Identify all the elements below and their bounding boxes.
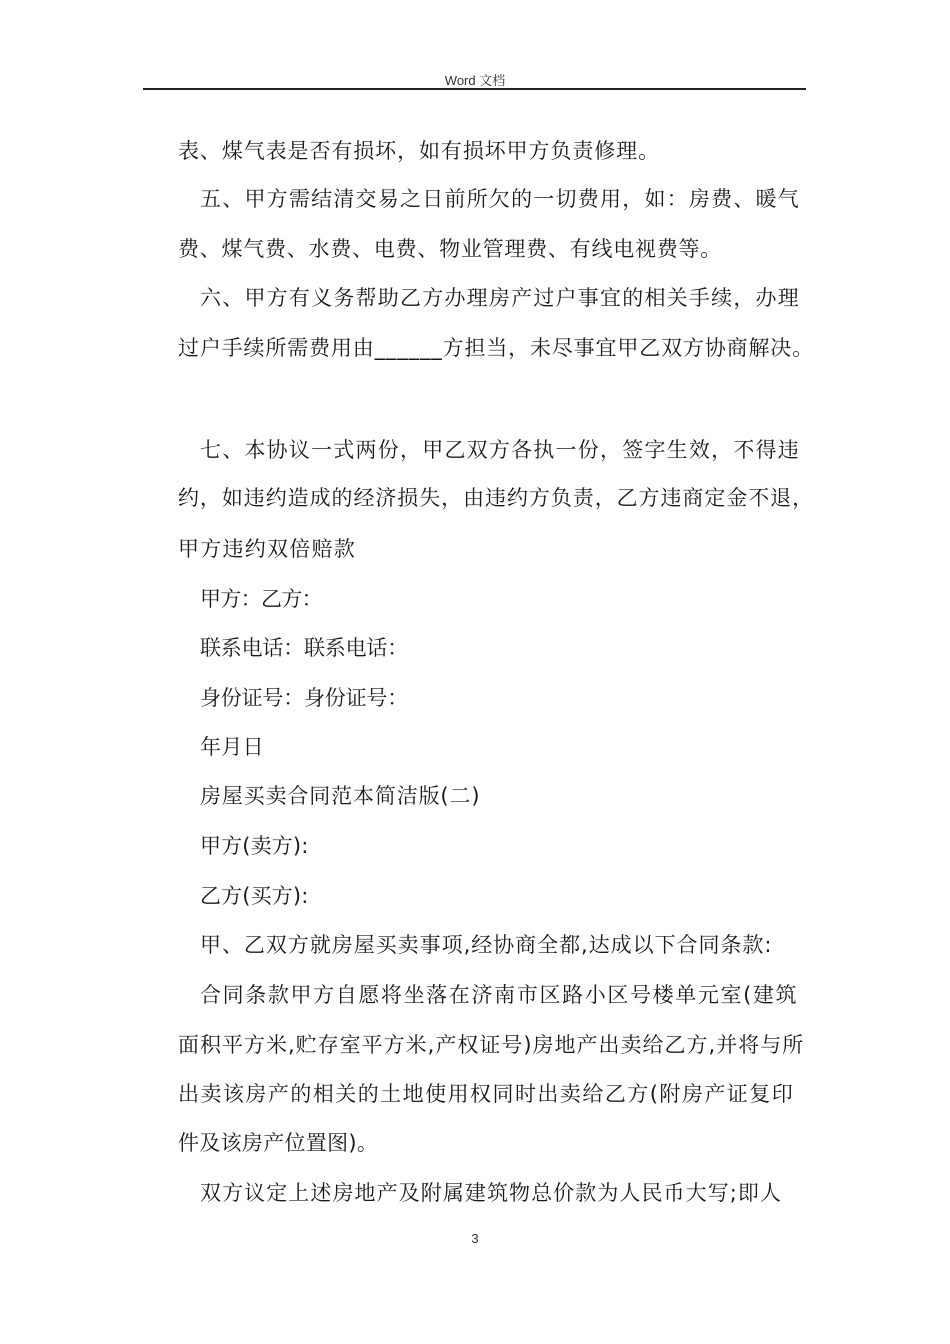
page-header: Word 文档 xyxy=(444,73,506,88)
body-line: 联系电话：联系电话： xyxy=(200,636,408,660)
body-line: 五、甲方需结清交易之日前所欠的一切费用，如：房费、暖气 xyxy=(200,187,800,211)
body-line: 合同条款甲方自愿将坐落在济南市区路小区号楼单元室(建筑 xyxy=(200,983,799,1007)
header-divider xyxy=(143,88,806,90)
body-line: 表、煤气表是否有损坏，如有损坏甲方负责修理。 xyxy=(178,139,660,163)
body-line: 过户手续所需费用由______方担当，未尽事宜甲乙双方协商解决。 xyxy=(178,336,814,360)
body-line: 件及该房产位置图)。 xyxy=(178,1131,379,1155)
body-line: 面积平方米,贮存室平方米,产权证号)房地产出卖给乙方,并将与所 xyxy=(178,1033,805,1057)
body-line: 双方议定上述房地产及附属建筑物总价款为人民币大写;即人 xyxy=(200,1181,783,1205)
body-line: 甲方：乙方： xyxy=(200,587,322,611)
body-line: 房屋买卖合同范本简洁版(二) xyxy=(200,784,481,808)
body-line: 甲方(卖方): xyxy=(200,834,309,858)
body-line: 七、本协议一式两份，甲乙双方各执一份，签字生效，不得违 xyxy=(200,438,800,462)
page-number: 3 xyxy=(471,1231,479,1246)
body-line: 乙方(买方): xyxy=(200,884,309,908)
body-line: 甲、乙双方就房屋买卖事项,经协商全都,达成以下合同条款: xyxy=(200,933,773,957)
body-line: 出卖该房产的相关的土地使用权同时出卖给乙方(附房产证复印 xyxy=(178,1082,795,1106)
body-line: 年月日 xyxy=(200,735,264,759)
body-line: 约，如违约造成的经济损失，由违约方负责，乙方违商定金不退， xyxy=(178,486,814,510)
body-line: 六、甲方有义务帮助乙方办理房产过户事宜的相关手续，办理 xyxy=(200,286,800,310)
body-line: 费、煤气费、水费、电费、物业管理费、有线电视费等。 xyxy=(178,237,722,261)
body-line: 甲方违约双倍赔款 xyxy=(178,537,356,561)
body-line: 身份证号：身份证号： xyxy=(200,686,408,710)
